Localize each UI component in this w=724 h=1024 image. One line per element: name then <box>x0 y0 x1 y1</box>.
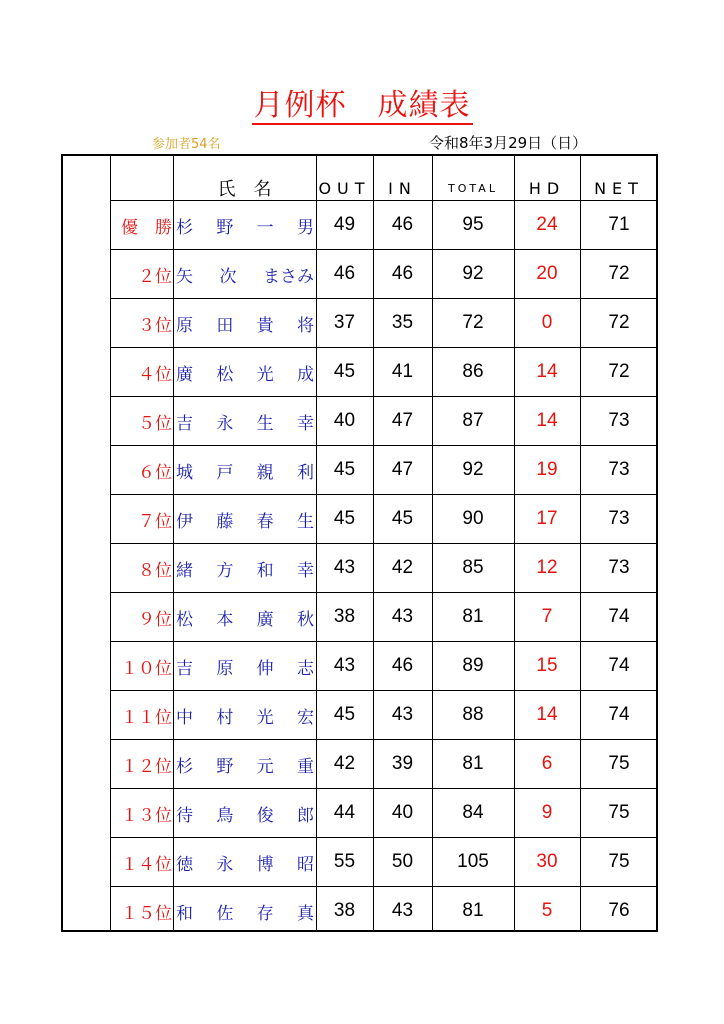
total-score-cell: 88 <box>462 704 484 725</box>
total-score-cell: 89 <box>462 655 484 676</box>
rank-cell: １４位 <box>121 854 172 875</box>
player-name-cell <box>176 593 314 641</box>
rank-cell: ８位 <box>138 560 172 581</box>
in-score-cell: 46 <box>391 214 414 235</box>
name-char: 男 <box>296 217 314 238</box>
name-char: 吉 <box>176 658 193 679</box>
total-score-cell: 86 <box>462 361 484 382</box>
header-out: OUT <box>318 178 371 198</box>
name-char: 松 <box>216 364 234 385</box>
net-score-cell: 74 <box>608 655 630 676</box>
rank-cell: ９位 <box>138 609 172 630</box>
total-score-cell: 81 <box>462 900 484 921</box>
net-score-cell: 74 <box>608 704 630 725</box>
net-score-cell: 74 <box>608 606 630 627</box>
name-char: 博 <box>256 854 274 875</box>
name-char: 中 <box>176 707 193 728</box>
name-char: 緒 <box>176 560 193 581</box>
name-char: 幸 <box>296 560 314 581</box>
in-score-cell: 35 <box>391 312 414 333</box>
total-score-cell: 92 <box>462 459 484 480</box>
name-char: 方 <box>216 560 234 581</box>
name-char: 元 <box>256 756 274 777</box>
rank-cell: ５位 <box>138 413 172 434</box>
name-char: 貴 <box>256 315 274 336</box>
rank-cell: ４位 <box>138 364 172 385</box>
name-char: 俊 <box>256 805 274 826</box>
net-score-cell: 72 <box>608 361 630 382</box>
player-name-cell <box>176 642 314 690</box>
total-score-cell: 95 <box>462 214 484 235</box>
name-char: 矢 <box>176 266 193 287</box>
name-char: 城 <box>176 462 193 483</box>
player-name-cell <box>176 250 314 298</box>
total-score-cell: 85 <box>462 557 484 578</box>
net-score-cell: 73 <box>608 508 630 529</box>
out-score-cell: 44 <box>333 802 356 823</box>
net-score-cell: 73 <box>608 459 630 480</box>
name-char: 志 <box>296 658 314 679</box>
out-score-cell: 55 <box>333 851 356 872</box>
out-score-cell: 49 <box>333 214 356 235</box>
net-score-cell: 76 <box>608 900 630 921</box>
rank-cell: １５位 <box>121 903 172 924</box>
handicap-cell: 12 <box>536 557 558 578</box>
net-score-cell: 73 <box>608 557 630 578</box>
name-char: 戸 <box>216 462 234 483</box>
rank-cell: ２位 <box>138 266 172 287</box>
player-name-cell <box>176 397 314 445</box>
out-score-cell: 42 <box>333 753 356 774</box>
handicap-cell: 6 <box>541 753 553 774</box>
name-char: 次 <box>219 266 237 287</box>
in-score-cell: 42 <box>391 557 414 578</box>
name-char: 成 <box>296 364 314 385</box>
name-char: 本 <box>216 609 234 630</box>
name-char: 幸 <box>296 413 314 434</box>
page-title <box>0 86 724 126</box>
handicap-cell: 24 <box>536 214 558 235</box>
player-name-cell <box>176 740 314 788</box>
in-score-cell: 43 <box>391 900 414 921</box>
name-char: 佐 <box>216 903 234 924</box>
handicap-cell: 20 <box>536 263 558 284</box>
name-char: 藤 <box>216 511 234 532</box>
net-score-cell: 72 <box>608 312 630 333</box>
name-char: 和 <box>256 560 274 581</box>
name-char: 秋 <box>296 609 314 630</box>
name-char: 重 <box>296 756 314 777</box>
out-score-cell: 38 <box>333 606 356 627</box>
name-char: 永 <box>216 413 234 434</box>
name-char: 廣 <box>176 364 193 385</box>
total-score-cell: 92 <box>462 263 484 284</box>
name-char: 生 <box>256 413 274 434</box>
in-score-cell: 41 <box>391 361 414 382</box>
net-score-cell: 75 <box>608 802 630 823</box>
out-score-cell: 45 <box>333 361 356 382</box>
in-score-cell: 43 <box>391 704 414 725</box>
name-char: 昭 <box>296 854 314 875</box>
rank-cell: ７位 <box>138 511 172 532</box>
name-char: 真 <box>296 903 314 924</box>
in-score-cell: 43 <box>391 606 414 627</box>
event-date: 令和8年3月29日（日） <box>429 134 588 152</box>
header-in: IN <box>388 178 417 198</box>
name-char: 存 <box>256 903 274 924</box>
player-name-cell <box>176 544 314 592</box>
name-char: 杉 <box>176 217 193 238</box>
page-title-text <box>252 88 473 125</box>
name-char: 郎 <box>296 805 314 826</box>
handicap-cell: 5 <box>541 900 553 921</box>
name-char: まさみ <box>263 266 314 287</box>
player-name-cell <box>176 201 314 249</box>
rank-cell: １２位 <box>121 756 172 777</box>
name-char: 親 <box>256 462 274 483</box>
handicap-cell: 14 <box>536 704 558 725</box>
total-score-cell: 81 <box>462 753 484 774</box>
net-score-cell: 75 <box>608 851 630 872</box>
net-score-cell: 73 <box>608 410 630 431</box>
name-char: 春 <box>256 511 274 532</box>
in-score-cell: 40 <box>391 802 414 823</box>
total-score-cell: 84 <box>462 802 484 823</box>
total-score-cell: 81 <box>462 606 484 627</box>
total-score-cell: 90 <box>462 508 484 529</box>
name-char: 光 <box>256 364 274 385</box>
name-char: 和 <box>176 903 193 924</box>
player-name-cell <box>176 299 314 347</box>
net-score-cell: 75 <box>608 753 630 774</box>
name-char: 永 <box>216 854 234 875</box>
in-score-cell: 47 <box>391 410 414 431</box>
out-score-cell: 43 <box>333 557 356 578</box>
header-hd: HD <box>528 178 566 198</box>
handicap-cell: 19 <box>536 459 558 480</box>
out-score-cell: 43 <box>333 655 356 676</box>
name-char: 伊 <box>176 511 193 532</box>
name-char: 原 <box>216 658 234 679</box>
in-score-cell: 50 <box>391 851 414 872</box>
name-char: 野 <box>216 756 234 777</box>
name-char: 吉 <box>176 413 193 434</box>
out-score-cell: 45 <box>333 508 356 529</box>
title-part-1: 月例杯 <box>253 88 347 123</box>
player-name-cell <box>176 691 314 739</box>
handicap-cell: 15 <box>536 655 558 676</box>
player-name-cell <box>176 446 314 494</box>
participant-count: 参加者54名 <box>152 137 221 152</box>
name-char: 伸 <box>256 658 274 679</box>
title-part-2: 成績表 <box>377 88 471 123</box>
rank-cell: 優 勝 <box>121 217 172 238</box>
in-score-cell: 45 <box>391 508 414 529</box>
handicap-cell: 7 <box>541 606 553 627</box>
name-char: 村 <box>216 707 234 728</box>
player-name-cell <box>176 838 314 886</box>
name-char: 松 <box>176 609 193 630</box>
name-char: 光 <box>256 707 274 728</box>
rank-cell: １３位 <box>121 805 172 826</box>
player-name-cell <box>176 348 314 396</box>
net-score-cell: 72 <box>608 263 630 284</box>
out-score-cell: 45 <box>333 704 356 725</box>
rank-cell: １１位 <box>121 707 172 728</box>
rank-cell: ３位 <box>138 315 172 336</box>
handicap-cell: 0 <box>541 312 553 333</box>
name-char: 廣 <box>256 609 274 630</box>
name-char: 徳 <box>176 854 193 875</box>
name-char: 利 <box>296 462 314 483</box>
name-char: 鳥 <box>216 805 234 826</box>
name-char: 原 <box>176 315 193 336</box>
in-score-cell: 46 <box>391 263 414 284</box>
out-score-cell: 40 <box>333 410 356 431</box>
name-char: 田 <box>216 315 234 336</box>
total-score-cell: 72 <box>462 312 484 333</box>
in-score-cell: 47 <box>391 459 414 480</box>
name-char: 生 <box>296 511 314 532</box>
name-char: 野 <box>216 217 234 238</box>
name-char: 将 <box>296 315 314 336</box>
handicap-cell: 14 <box>536 410 558 431</box>
player-name-cell <box>176 887 314 935</box>
in-score-cell: 39 <box>391 753 414 774</box>
total-score-cell: 105 <box>457 851 489 872</box>
rank-cell: １０位 <box>121 658 172 679</box>
player-name-cell <box>176 495 314 543</box>
out-score-cell: 37 <box>333 312 356 333</box>
player-name-cell <box>176 789 314 837</box>
in-score-cell: 46 <box>391 655 414 676</box>
net-score-cell: 71 <box>608 214 630 235</box>
name-char: 待 <box>176 805 193 826</box>
name-char: 杉 <box>176 756 193 777</box>
out-score-cell: 45 <box>333 459 356 480</box>
rank-cell: ６位 <box>138 462 172 483</box>
header-total: TOTAL <box>448 181 498 195</box>
out-score-cell: 46 <box>333 263 356 284</box>
handicap-cell: 30 <box>536 851 558 872</box>
handicap-cell: 17 <box>536 508 558 529</box>
handicap-cell: 9 <box>541 802 553 823</box>
out-score-cell: 38 <box>333 900 356 921</box>
name-char: 宏 <box>296 707 314 728</box>
total-score-cell: 87 <box>462 410 484 431</box>
header-net: NET <box>594 178 644 198</box>
header-name: 氏 名 <box>217 179 272 200</box>
handicap-cell: 14 <box>536 361 558 382</box>
name-char: 一 <box>256 217 274 238</box>
